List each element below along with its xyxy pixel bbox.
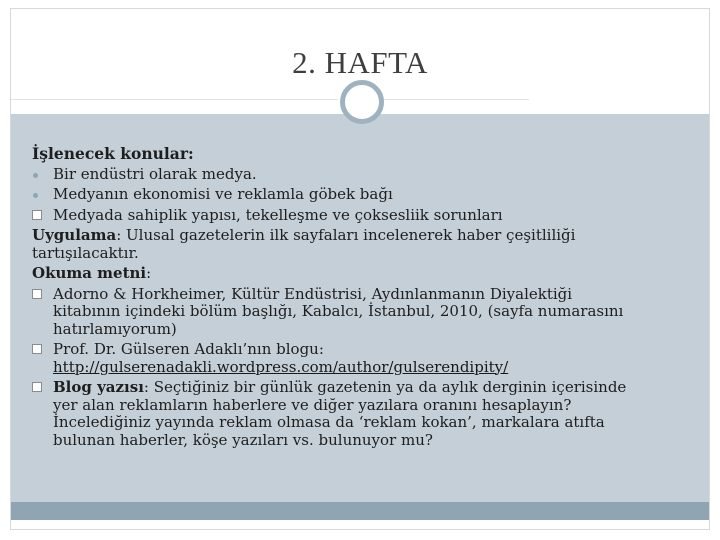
blog-assignment-label: Blog yazısı	[53, 378, 144, 396]
bullet-dot-icon	[33, 193, 38, 198]
reading-item	[32, 286, 672, 339]
reading-item-line: yer alan reklamların haberlere ve diğer yazılara oranını hesaplayın?	[53, 395, 572, 414]
topic-item-text: Medyanın ekonomisi ve reklamla göbek bağı	[53, 185, 393, 203]
topic-item-text: Bir endüstri olarak medya.	[53, 164, 257, 183]
slide-content	[32, 145, 672, 449]
title-divider-left	[11, 99, 338, 100]
bullet-box-icon	[32, 382, 42, 392]
topic-item	[32, 186, 672, 204]
reading-colon: :	[146, 264, 152, 282]
slide-title: 2. HAFTA	[292, 45, 428, 80]
blog-assignment-text: : Seçtiğiniz bir günlük gazetenin ya da aylık derginin içerisinde	[143, 378, 627, 396]
bullet-dot-icon	[33, 173, 38, 178]
reading-item-line: bulunan haberler, köşe yazıları vs. bulunuyor mu?	[53, 430, 433, 449]
reading-item-line: Adorno & Horkheimer, Kültür Endüstrisi, Aydınlanmanın Diyalektiği	[53, 284, 573, 303]
assignment-label: Uygulama	[32, 226, 117, 244]
topic-item	[32, 207, 672, 225]
reading-item	[32, 379, 672, 449]
assignment-text-cont: tartışılacaktır.	[32, 243, 139, 262]
reading-item-line: İncelediğiniz yayında reklam olmasa da ‘reklam kokan’, markalara atıfta	[53, 413, 605, 431]
reading-item-line: Prof. Dr. Gülseren Adaklı’nın blogu:	[53, 340, 324, 358]
bottom-accent-bar	[11, 502, 709, 520]
topic-item	[32, 166, 672, 184]
blog-link[interactable]: http://gulserenadakli.wordpress.com/author/gulserendipity/	[53, 357, 509, 376]
assignment-text: : Ulusal gazetelerin ilk sayfaları incelenerek haber çeşitliliği	[116, 226, 576, 244]
bullet-box-icon	[32, 289, 42, 299]
topic-item-text: Medyada sahiplik yapısı, tekelleşme ve çoksesliik sorunları	[53, 205, 503, 224]
reading-item-line	[53, 379, 672, 397]
circle-ornament-icon	[340, 80, 384, 124]
bullet-box-icon	[32, 210, 42, 220]
reading-item	[32, 341, 672, 376]
reading-heading: Okuma metni	[32, 264, 147, 282]
reading-item-line: hatırlamıyorum)	[53, 319, 177, 338]
reading-heading-line	[32, 265, 672, 283]
assignment-line	[32, 227, 672, 245]
title-divider-right	[384, 99, 529, 100]
reading-item-line: kitabının içindeki bölüm başlığı, Kabalcı, İstanbul, 2010, (sayfa numarasını	[53, 302, 624, 320]
bullet-box-icon	[32, 344, 42, 354]
topics-heading: İşlenecek konular:	[32, 144, 194, 163]
